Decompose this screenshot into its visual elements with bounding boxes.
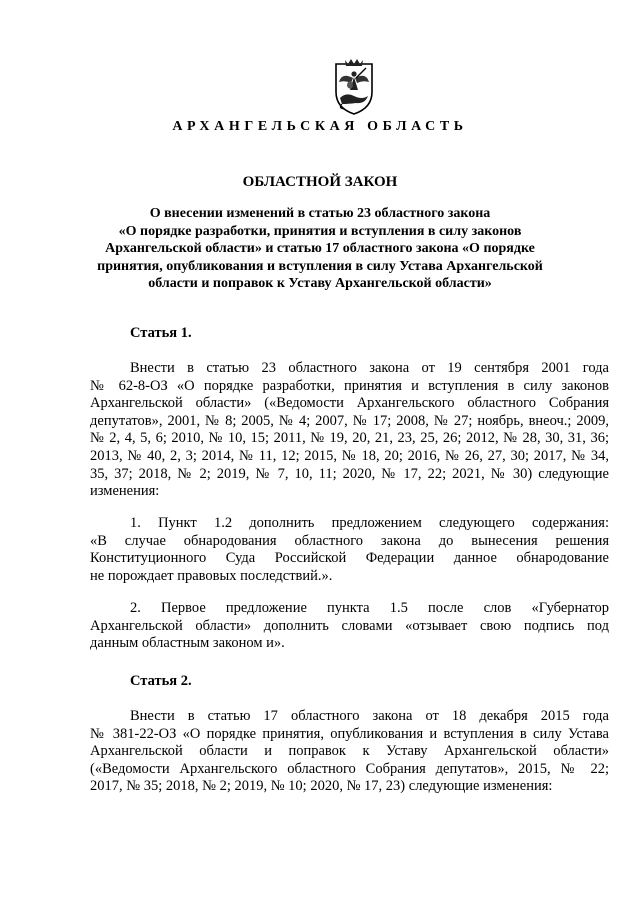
region-name: АРХАНГЕЛЬСКАЯ ОБЛАСТЬ: [172, 119, 468, 134]
law-title-line: принятия, опубликования и вступления в силу Устава Архангельской: [97, 258, 543, 274]
text-line: Архангельской области» («Ведомости Архангельского областного Собрания: [90, 395, 609, 412]
law-title-line: О внесении изменений в статью 23 областного закона: [149, 206, 491, 221]
text-line: не порождает правовых последствий.».: [90, 567, 333, 584]
coat-of-arms-icon: [328, 58, 380, 116]
article-2-heading: Статья 2.: [130, 673, 192, 689]
text-line: 1. Пункт 1.2 дополнить предложением следующего содержания:: [130, 515, 609, 531]
law-title-line: области и поправок к Уставу Архангельской области»: [148, 276, 492, 292]
article-1-paragraph-3: [90, 600, 609, 653]
law-title: [0, 205, 640, 293]
text-line: изменения:: [90, 483, 160, 500]
text-line: данным областным законом и».: [90, 635, 285, 652]
text-line: № 2, 4, 5, 6; 2010, № 10, 15; 2011, № 19, 20, 21, 23, 25, 26; 2012, № 28, 30, 31, 36;: [90, 430, 609, 447]
text-line: 2. Первое предложение пункта 1.5 после слов «Губернатор: [130, 600, 609, 616]
text-line: Внести в статью 17 областного закона от 18 декабря 2015 года: [130, 708, 609, 724]
text-line: 35, 37; 2018, № 2; 2019, № 7, 10, 11; 2020, № 17, 22; 2021, № 30) следующие: [90, 465, 609, 482]
article-1-paragraph-1: [90, 360, 609, 501]
text-line: 2017, № 35; 2018, № 2; 2019, № 10; 2020, № 17, 23) следующие изменения:: [90, 778, 553, 795]
text-line: («Ведомости Архангельского областного Собрания депутатов», 2015, № 22;: [90, 760, 609, 777]
text-line: Внести в статью 23 областного закона от 19 сентября 2001 года: [130, 360, 609, 376]
law-type: ОБЛАСТНОЙ ЗАКОН: [242, 174, 398, 190]
text-line: депутатов», 2001, № 8; 2005, № 4; 2007, № 17; 2008, № 27; ноябрь, внеоч.; 2009,: [90, 412, 609, 429]
text-line: Архангельской области и поправок к Уставу Архангельской области»: [90, 743, 609, 760]
text-line: «В случае обнародования областного закона до вынесения решения: [90, 532, 609, 549]
text-line: Архангельской области» дополнить словами «отзывает свою подпись под: [90, 617, 609, 634]
text-line: № 62-8-ОЗ «О порядке разработки, принятия и вступления в силу законов: [90, 377, 609, 394]
article-2-paragraph-1: [90, 708, 609, 796]
text-line: № 381-22-ОЗ «О порядке принятия, опубликования и вступления в силу Устава: [90, 725, 609, 742]
law-title-line: «О порядке разработки, принятия и вступления в силу законов: [118, 223, 522, 239]
article-1-paragraph-2: [90, 515, 609, 585]
text-line: Конституционного Суда Российской Федерации данное обнародование: [90, 550, 609, 567]
law-title-line: Архангельской области» и статью 17 областного закона «О порядке: [105, 241, 535, 257]
text-line: 2013, № 40, 2, 3; 2014, № 11, 12; 2015, № 18, 20; 2016, № 26, 27, 30; 2017, № 34,: [90, 447, 609, 464]
article-1-heading: Статья 1.: [130, 325, 192, 341]
